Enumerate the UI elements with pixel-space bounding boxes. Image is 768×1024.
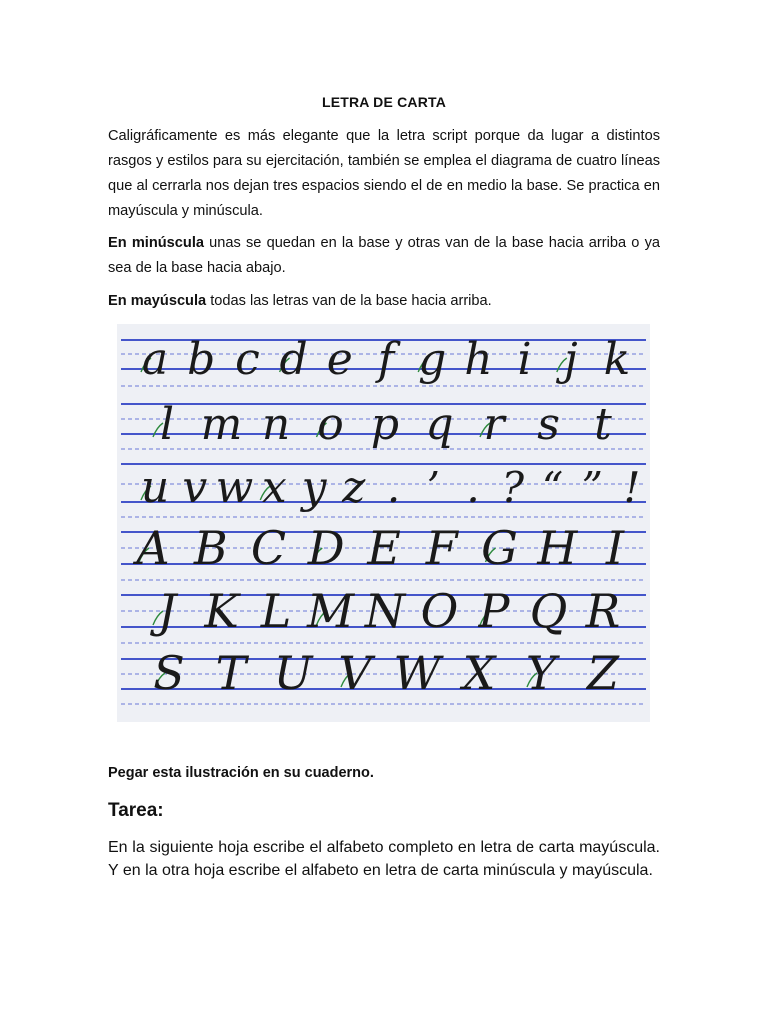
cursive-lowercase-letter: f	[377, 334, 395, 385]
cursive-uppercase-letter: A	[136, 521, 170, 575]
cursive-uppercase-letter: W	[393, 646, 441, 700]
cursive-lowercase-letter: v	[182, 462, 208, 513]
cursive-punctuation: “	[541, 463, 564, 512]
cursive-uppercase-letter: U	[273, 646, 313, 700]
cursive-lowercase-letter: d	[279, 334, 308, 385]
cursive-lowercase-letter: k	[603, 334, 631, 385]
cursive-alphabet-illustration	[117, 324, 650, 722]
cursive-lowercase-letter: c	[235, 334, 260, 385]
cursive-lowercase-letter: n	[261, 399, 291, 450]
cursive-lowercase-letter: m	[200, 399, 243, 450]
cursive-uppercase-letter: R	[585, 584, 621, 638]
lowercase-paragraph	[108, 231, 660, 281]
cursive-uppercase-letter: B	[193, 521, 228, 575]
uppercase-text: todas las letras van de la base hacia arriba.	[206, 293, 492, 309]
cursive-lowercase-letter: r	[483, 399, 505, 450]
cursive-lowercase-letter: i	[517, 334, 532, 385]
cursive-punctuation: !	[623, 463, 641, 512]
task-text: En la siguiente hoja escribe el alfabeto completo en letra de carta mayúscula. Y en la otra hoja escribe el alfabeto en letra de carta minúscula y mayúscula.	[108, 839, 660, 879]
cursive-punctuation: ?	[501, 463, 525, 512]
lowercase-text: unas se quedan en la base y otras van de la base hacia arriba o ya sea de la base hacia abajo.	[108, 235, 660, 276]
cursive-lowercase-letter: b	[187, 334, 216, 385]
cursive-uppercase-letter: H	[537, 521, 578, 575]
cursive-lowercase-letter: j	[563, 334, 578, 385]
lowercase-label: En minúscula	[108, 235, 204, 251]
cursive-lowercase-letter: a	[141, 334, 169, 385]
cursive-lowercase-letter: o	[317, 399, 344, 450]
cursive-uppercase-letter: N	[364, 584, 406, 638]
cursive-uppercase-letter: K	[204, 584, 239, 638]
cursive-lowercase-letter: s	[537, 399, 560, 450]
cursive-uppercase-letter: G	[481, 521, 518, 575]
cursive-uppercase-letter: S	[153, 646, 185, 700]
cursive-lowercase-letter: x	[261, 462, 287, 513]
uppercase-paragraph	[108, 289, 660, 314]
cursive-uppercase-letter: F	[425, 521, 458, 575]
page-title: LETRA DE CARTA	[321, 94, 447, 110]
cursive-uppercase-letter: D	[307, 521, 345, 575]
cursive-uppercase-letter: J	[157, 584, 177, 638]
cursive-lowercase-letter: t	[594, 399, 612, 450]
cursive-uppercase-letter: P	[478, 584, 510, 638]
cursive-uppercase-letter: V	[338, 646, 372, 700]
cursive-uppercase-letter: Z	[587, 646, 619, 700]
cursive-lowercase-letter: h	[464, 334, 493, 385]
cursive-uppercase-letter: C	[250, 521, 287, 575]
cursive-lowercase-letter: e	[326, 334, 353, 385]
cursive-punctuation: .	[386, 463, 401, 512]
cursive-lowercase-letter: p	[370, 399, 400, 450]
cursive-uppercase-letter: X	[462, 646, 496, 700]
cursive-uppercase-letter: Y	[525, 646, 557, 700]
cursive-uppercase-letter: I	[605, 521, 625, 575]
intro-paragraph: Caligráficamente es más elegante que la letra script porque da lugar a distintos rasgos y estilos para su ejercitación, también se emplea el diagrama de cuatro líneas que al cerrarla nos dejan tres espacios siendo el de en medio la base. Se practica en mayúscula y minúscula.	[108, 128, 660, 219]
cursive-lowercase-letter: q	[425, 399, 454, 450]
cursive-lowercase-letter: w	[215, 462, 254, 513]
cursive-uppercase-letter: M	[306, 584, 355, 638]
cursive-uppercase-letter: T	[215, 646, 247, 700]
cursive-uppercase-letter: Q	[529, 584, 568, 638]
cursive-lowercase-letter: y	[301, 462, 327, 513]
cursive-punctuation: .	[466, 463, 480, 512]
paste-instruction: Pegar esta ilustración en su cuaderno.	[108, 765, 374, 781]
cursive-lowercase-letter: z	[342, 462, 366, 513]
cursive-alphabet-chart	[117, 324, 650, 722]
cursive-lowercase-letter: g	[418, 334, 447, 385]
uppercase-label: En mayúscula	[108, 293, 207, 309]
cursive-lowercase-letter: l	[159, 399, 175, 450]
cursive-uppercase-letter: O	[420, 584, 459, 638]
cursive-punctuation: ’	[426, 463, 440, 512]
cursive-punctuation: ”	[581, 463, 603, 512]
task-heading: Tarea:	[108, 800, 164, 821]
cursive-lowercase-letter: u	[140, 462, 170, 513]
cursive-uppercase-letter: L	[260, 584, 292, 638]
cursive-uppercase-letter: E	[367, 521, 401, 575]
